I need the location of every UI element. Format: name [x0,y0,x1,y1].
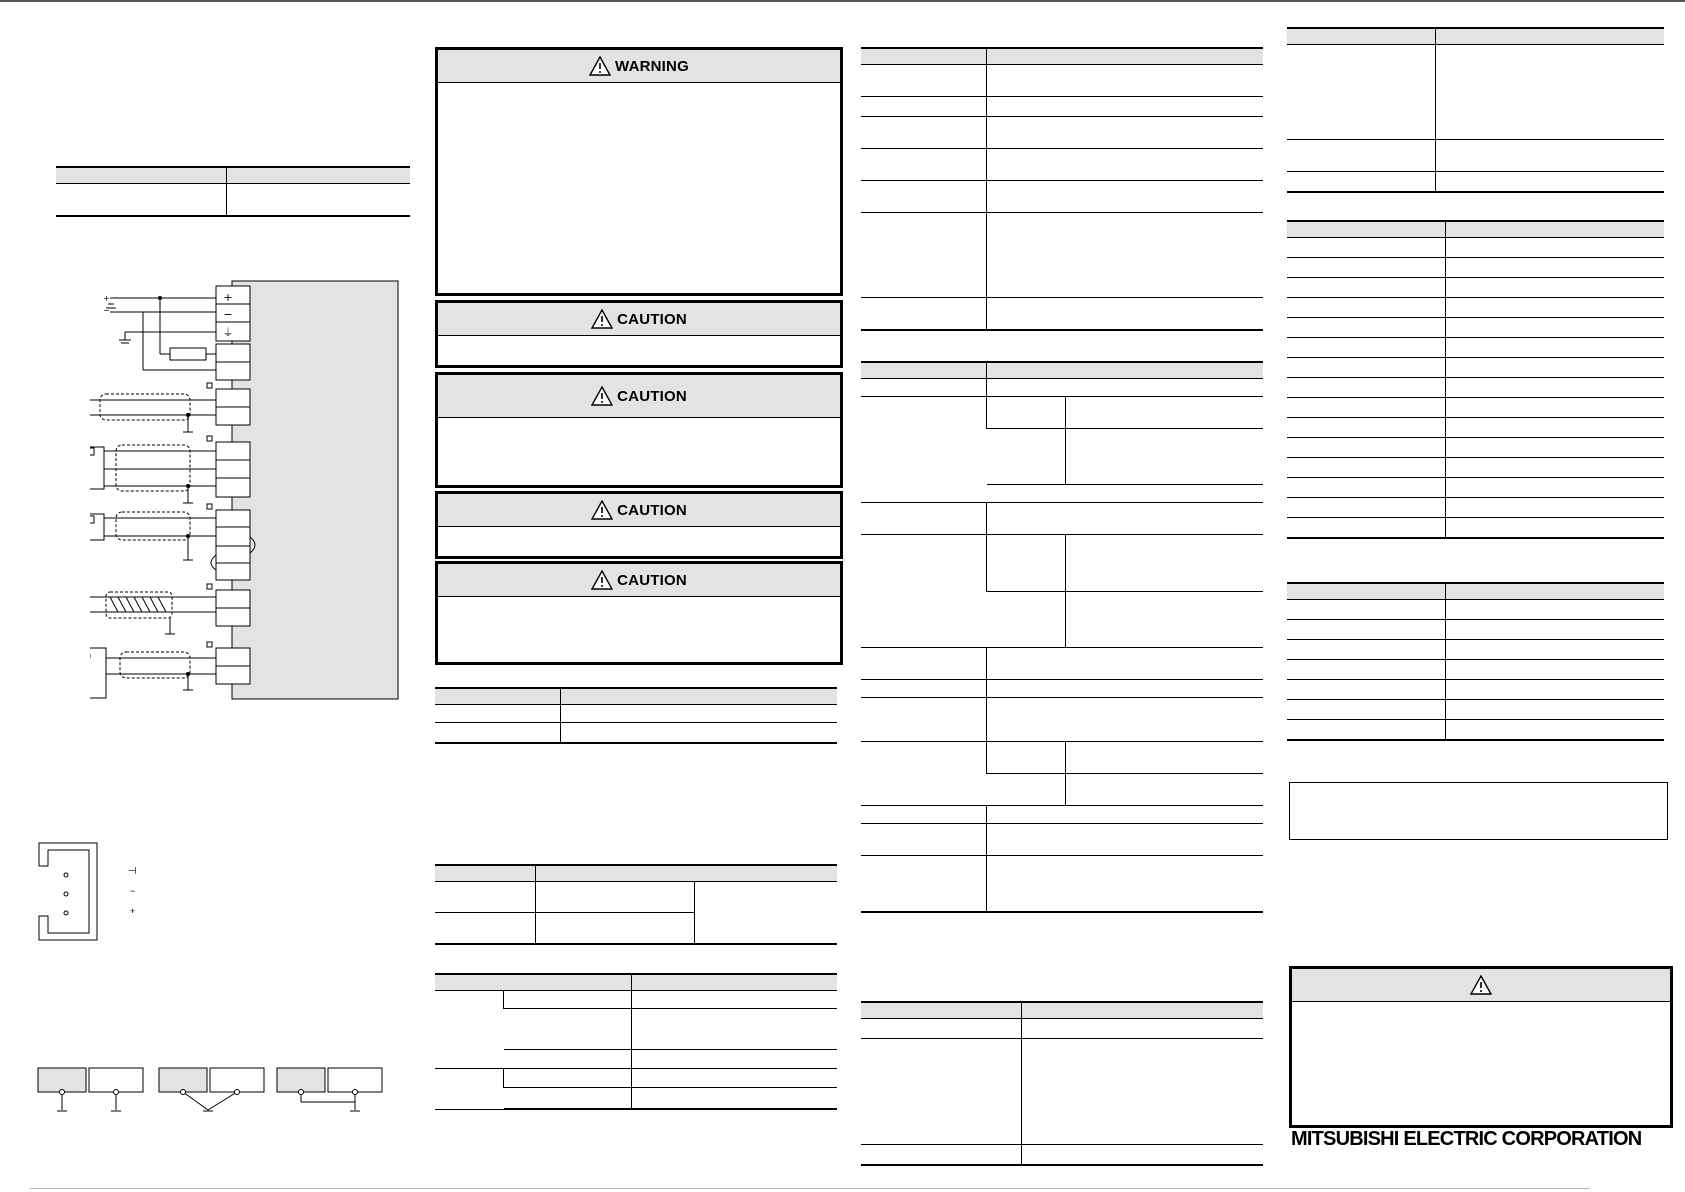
safety-triangle-icon [1470,975,1492,995]
bottom-border [30,1188,1590,1189]
connector-legend-ground: ⊣ [128,866,137,877]
spec-table-small [56,166,410,217]
terminal-plus-symbol: + [223,291,233,304]
table-c2-2 [435,864,837,945]
terminal-ground-symbol: ⏚ [222,326,234,339]
table-c4-1 [1287,27,1664,193]
supply-minus-symbol: − [103,306,110,315]
caution-box-3 [435,491,843,559]
caution-triangle-icon [591,386,613,406]
warning-label: WARNING [615,57,689,75]
caution-label: CAUTION [617,571,687,589]
top-border [0,0,1685,2]
caution-triangle-icon [591,570,613,590]
warning-triangle-icon [589,56,611,76]
caution-box-2 [435,372,843,488]
company-name: MITSUBISHI ELECTRIC CORPORATION [1291,1128,1642,1150]
wiring-diagram [90,270,410,720]
grounding-diagrams [36,1066,396,1116]
terminal-minus-symbol: − [223,308,233,321]
table-c3-3 [861,1001,1263,1166]
caution-box-1 [435,300,843,368]
note-box [1289,782,1668,840]
connector-legend-minus: − [130,886,136,896]
table-c4-3 [1287,582,1664,741]
connector-pinout [36,840,166,945]
table-c3-2 [861,361,1263,913]
caution-label: CAUTION [617,501,687,519]
caution-box-4 [435,561,843,665]
table-c4-2 [1287,220,1664,539]
warning-box [435,47,843,296]
caution-triangle-icon [591,500,613,520]
table-c2-3 [435,973,837,1110]
connector-legend-plus: + [130,906,136,916]
safety-box [1289,966,1673,1128]
supply-plus-symbol: + [103,294,110,303]
table-c3-1 [861,47,1263,331]
caution-label: CAUTION [617,310,687,328]
caution-label: CAUTION [617,387,687,405]
caution-triangle-icon [591,309,613,329]
table-c2-1 [435,687,837,744]
